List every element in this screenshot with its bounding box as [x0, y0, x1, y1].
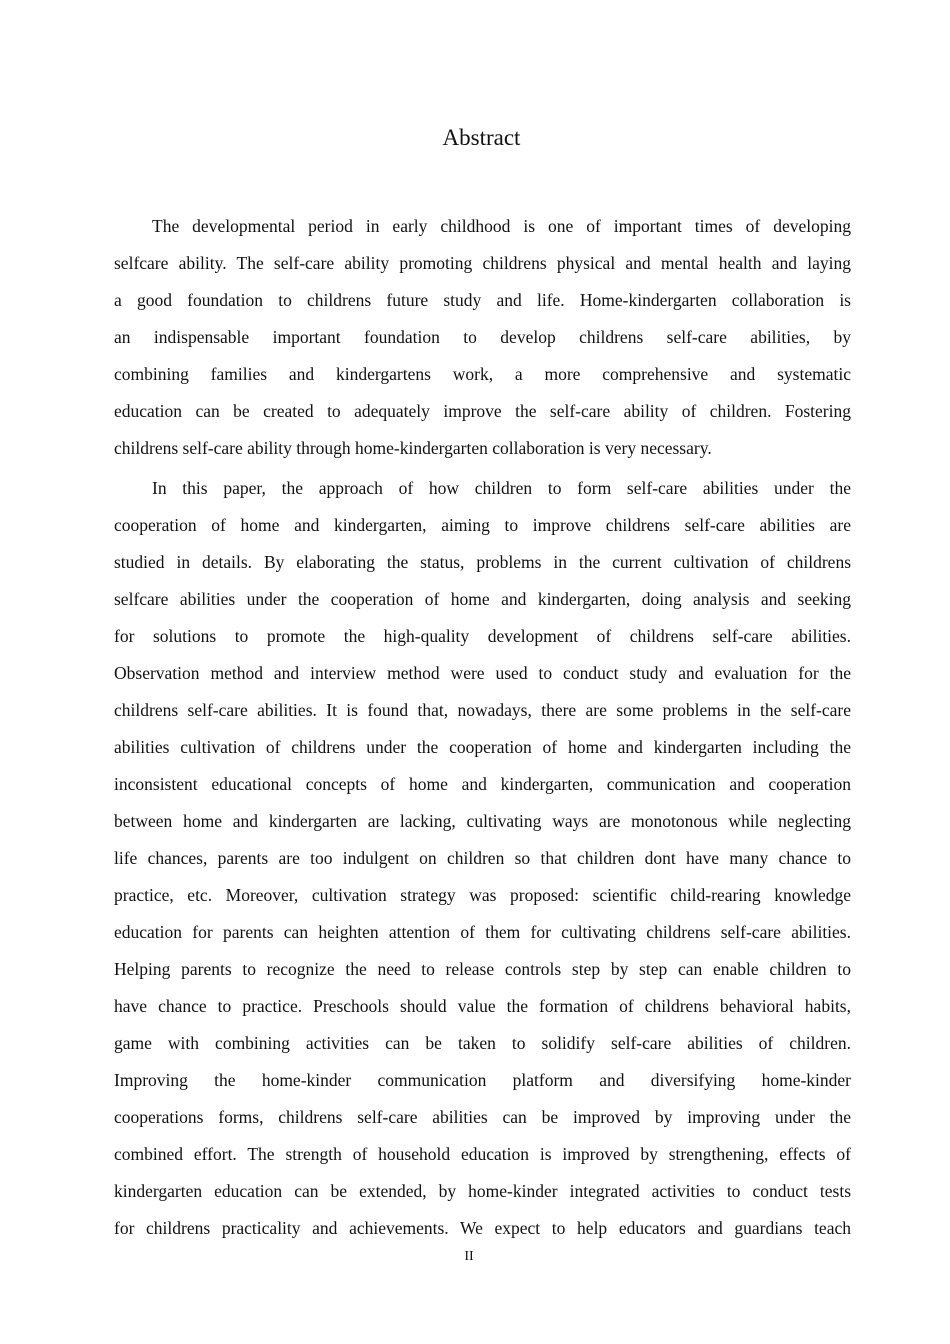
text-line: Helping parents to recognize the need to release controls step by step can enable children to [114, 959, 851, 979]
text-line: The developmental period in early childhood is one of important times of developing [152, 216, 851, 236]
text-line: a good foundation to childrens future study and life. Home-kindergarten collaboration is [114, 290, 851, 310]
text-line: practice, etc. Moreover, cultivation strategy was proposed: scientific child-rearing knowledge [114, 885, 851, 905]
text-line: selfcare ability. The self-care ability promoting childrens physical and mental health and laying [114, 253, 851, 273]
paragraph-1 [114, 208, 851, 467]
text-line: an indispensable important foundation to develop childrens self-care abilities, by [114, 327, 851, 347]
page-number: II [464, 1249, 474, 1264]
text-line: for childrens practicality and achievements. We expect to help educators and guardians teach [114, 1218, 851, 1238]
text-line: childrens self-care abilities. It is found that, nowadays, there are some problems in the self-care [114, 700, 851, 720]
text-line: abilities cultivation of childrens under the cooperation of home and kindergarten including the [114, 737, 851, 757]
text-line: between home and kindergarten are lacking, cultivating ways are monotonous while neglecting [114, 811, 851, 831]
text-line: In this paper, the approach of how children to form self-care abilities under the [152, 478, 851, 498]
text-line: childrens self-care ability through home-kindergarten collaboration is very necessary. [114, 438, 712, 458]
text-line: life chances, parents are too indulgent on children so that children dont have many chance to [114, 848, 851, 868]
text-line: cooperations forms, childrens self-care abilities can be improved by improving under the [114, 1107, 851, 1127]
paragraphs [114, 208, 851, 1247]
text-line: inconsistent educational concepts of home and kindergarten, communication and cooperation [114, 774, 851, 794]
text-line: for solutions to promote the high-quality development of childrens self-care abilities. [114, 626, 851, 646]
abstract-body [114, 208, 851, 1247]
document-title: Abstract [442, 125, 521, 150]
text-line: education for parents can heighten attention of them for cultivating childrens self-care abilities. [114, 922, 851, 942]
text-line: cooperation of home and kindergarten, aiming to improve childrens self-care abilities are [114, 515, 851, 535]
text-line: game with combining activities can be taken to solidify self-care abilities of children. [114, 1033, 851, 1053]
paragraph-2 [114, 470, 851, 1247]
text-line: combined effort. The strength of household education is improved by strengthening, effects of [114, 1144, 851, 1164]
text-line: education can be created to adequately improve the self-care ability of children. Fostering [114, 401, 851, 421]
text-line: selfcare abilities under the cooperation of home and kindergarten, doing analysis and seeking [114, 589, 851, 609]
text-line: kindergarten education can be extended, by home-kinder integrated activities to conduct tests [114, 1181, 851, 1201]
text-line: Observation method and interview method were used to conduct study and evaluation for the [114, 663, 851, 683]
text-line: studied in details. By elaborating the status, problems in the current cultivation of childrens [114, 552, 851, 572]
text-line: Improving the home-kinder communication platform and diversifying home-kinder [114, 1070, 851, 1090]
text-line: have chance to practice. Preschools should value the formation of childrens behavioral habits, [114, 996, 851, 1016]
text-line: combining families and kindergartens work, a more comprehensive and systematic [114, 364, 851, 384]
